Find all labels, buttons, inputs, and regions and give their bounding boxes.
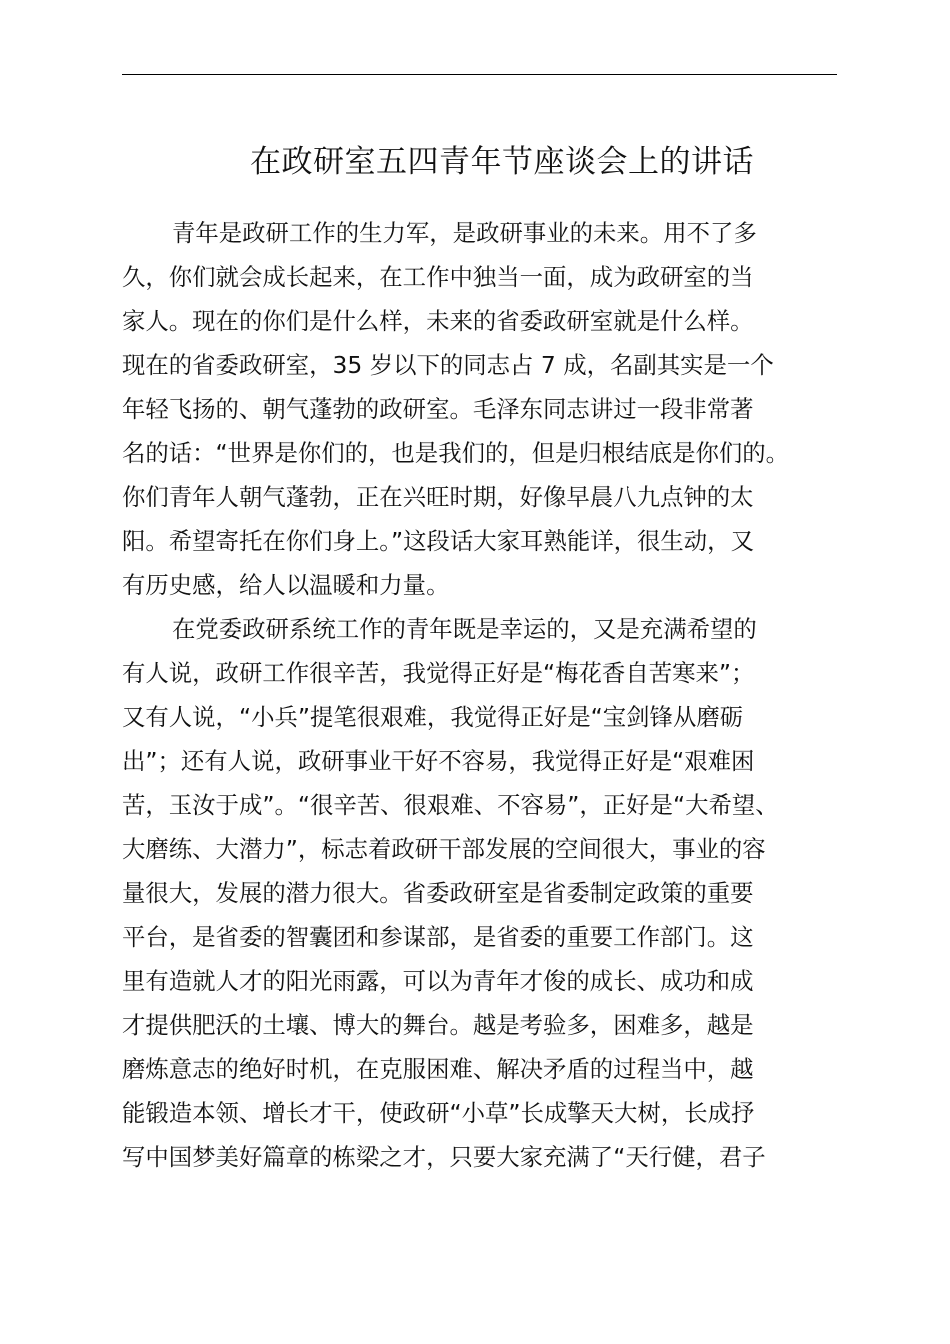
text-line: 才提供肥沃的土壤、博大的舞台。越是考验多，困难多，越是: [122, 1011, 754, 1039]
text-line: 量很大，发展的潜力很大。省委政研室是省委制定政策的重要: [122, 879, 754, 907]
text-line: 年轻飞扬的、朝气蓬勃的政研室。毛泽东同志讲过一段非常著: [122, 395, 754, 423]
paragraph-1: [122, 211, 842, 607]
text-line: 平台，是省委的智囊团和参谋部，是省委的重要工作部门。这: [122, 923, 754, 951]
text-line: 青年是政研工作的生力军，是政研事业的未来。用不了多: [172, 219, 757, 247]
text-line: 久，你们就会成长起来，在工作中独当一面，成为政研室的当: [122, 263, 754, 291]
text-line: 出”；还有人说，政研事业干好不容易，我觉得正好是“艰难困: [122, 747, 755, 775]
text-line: 在党委政研系统工作的青年既是幸运的，又是充满希望的: [172, 615, 757, 643]
document-body: [122, 211, 842, 1179]
document-title: 在政研室五四青年节座谈会上的讲话: [250, 144, 754, 180]
text-line: 写中国梦美好篇章的栋梁之才，只要大家充满了“天行健，君子: [122, 1143, 766, 1171]
text-line: 家人。现在的你们是什么样，未来的省委政研室就是什么样。: [122, 307, 754, 335]
text-line: 磨炼意志的绝好时机，在克服困难、解决矛盾的过程当中，越: [122, 1055, 754, 1083]
text-line: 又有人说，“小兵”提笔很艰难，我觉得正好是“宝剑锋从磨砺: [122, 703, 744, 731]
text-line: 能锻造本领、增长才干，使政研“小草”长成擎天大树，长成抒: [122, 1099, 755, 1127]
text-line: 有人说，政研工作很辛苦，我觉得正好是“梅花香自苦寒来”；: [122, 659, 755, 687]
text-line: 你们青年人朝气蓬勃，正在兴旺时期，好像早晨八九点钟的太: [122, 483, 754, 511]
text-line: 苦，玉汝于成”。“很辛苦、很艰难、不容易”，正好是“大希望、: [122, 791, 779, 819]
header-rule: [122, 74, 837, 75]
text-line: 有历史感，给人以温暖和力量。: [122, 571, 450, 599]
paragraph-2: [122, 607, 842, 1179]
text-line: 名的话：“世界是你们的，也是我们的，但是归根结底是你们的。: [122, 439, 790, 467]
text-line: 阳。希望寄托在你们身上。”这段话大家耳熟能详，很生动，又: [122, 527, 754, 555]
text-line: 现在的省委政研室，35 岁以下的同志占 7 成，名副其实是一个: [122, 351, 774, 379]
text-line: 大磨练、大潜力”，标志着政研干部发展的空间很大，事业的容: [122, 835, 766, 863]
text-line: 里有造就人才的阳光雨露，可以为青年才俊的成长、成功和成: [122, 967, 754, 995]
